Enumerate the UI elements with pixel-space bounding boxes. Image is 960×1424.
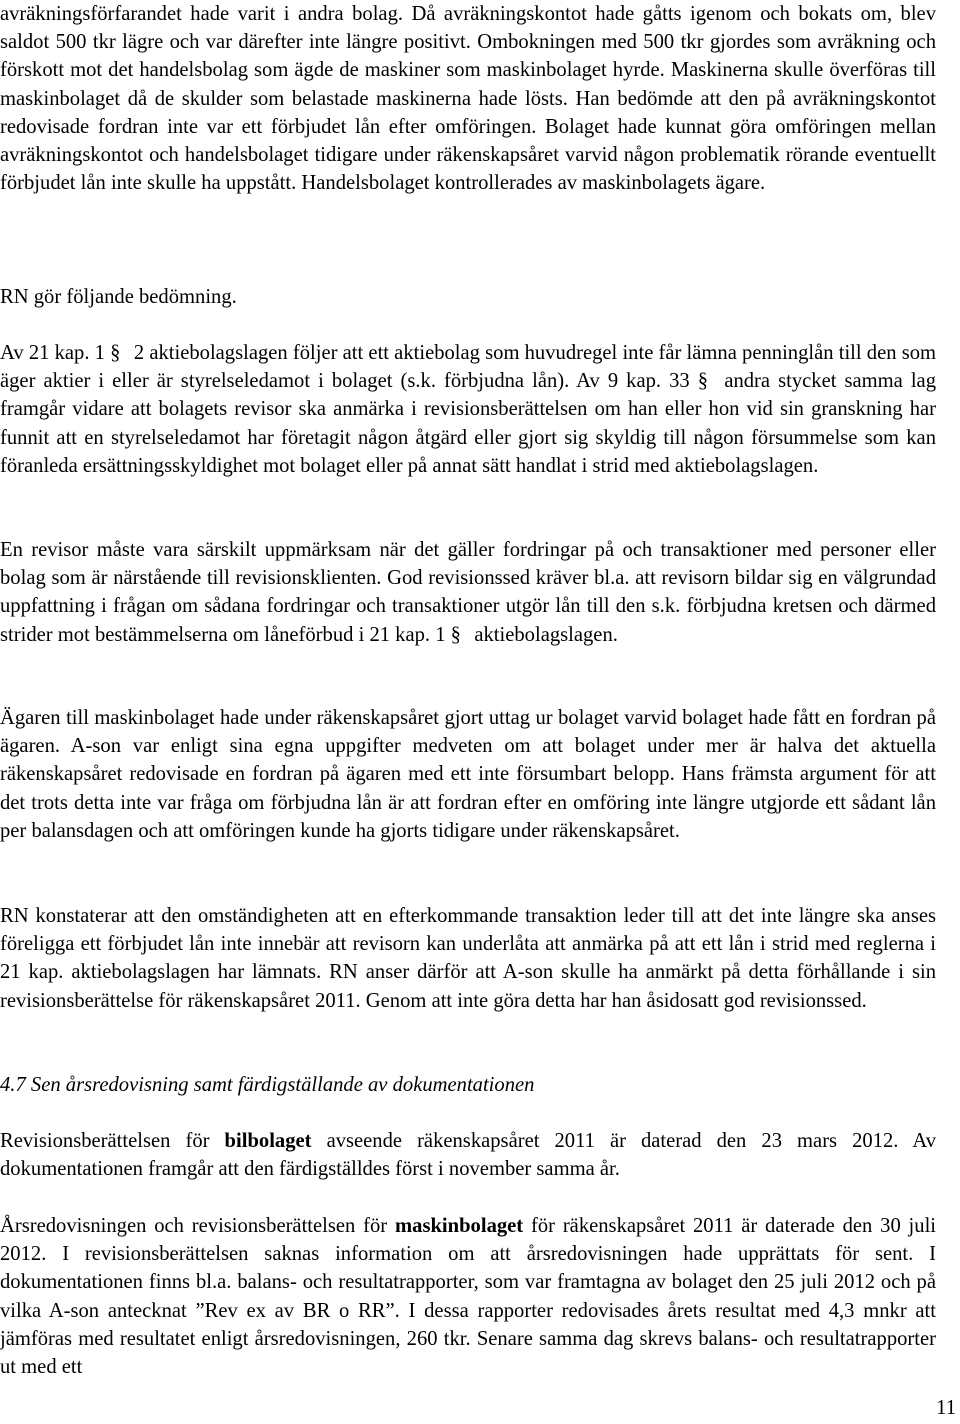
section-heading-text: 4.7 Sen årsredovisning samt färdigställande av dokumentationen (0, 1074, 535, 1096)
paragraph-bilbolaget (0, 1127, 936, 1183)
bilbolaget-text-a: Revisionsberättelsen för (0, 1130, 210, 1152)
law-text-part-a: Av 21 kap. 1 (0, 342, 105, 364)
section-symbol: § (450, 623, 461, 646)
bilbolaget-text-b: avseende räkenskapsåret 2011 är daterad den 23 mars 2012. Av dokumentationen framgår att den färdigställdes först i november samma år. (0, 1130, 936, 1181)
section-symbol: § (110, 342, 121, 364)
bilbolaget-bold: bilbolaget (224, 1130, 312, 1152)
paragraph-agaren (0, 704, 936, 845)
paragraph-aktiebolagslagen (0, 339, 936, 480)
page-number: 11 (936, 1397, 956, 1419)
paragraph-maskinbolaget (0, 1212, 936, 1381)
revisor-text-part-a: En revisor måste vara särskilt uppmärksam när det gäller fordringar på och transaktioner med personer eller bolag som är närstående till revisionsklienten. God revisionssed kräver bl.a. att revisorn bildar sig en välgrundad uppfattning i frågan om sådana fordringar och transaktioner utgör lån till den s.k. förbjudna kretsen och därmed strider mot bestämmelserna om låneförbud i 21 kap. 1 (0, 539, 936, 646)
revisor-text-part-b: aktiebolagslagen. (474, 623, 618, 646)
section-symbol: § (697, 370, 709, 393)
paragraph-rn-bedomning-text: RN gör följande bedömning. (0, 286, 237, 308)
paragraph-revisor (0, 536, 936, 649)
paragraph-avrakning (0, 0, 936, 197)
section-heading-4-7 (0, 1071, 936, 1099)
paragraph-agaren-text: Ägaren till maskinbolaget hade under räkenskapsåret gjort uttag ur bolaget varvid bolaget hade fått en fordran på ägaren. A-son var enligt sina egna uppgifter medveten om att bolaget under mer är halva det aktuella räkenskapsåret redovisade en fordran på ägaren med ett inte försumbart belopp. Hans främsta argument för att det trots detta inte var fråga om förbjudna lån är att fordran efter en omföring inte längre utgjorde ett sådant lån per balansdagen och att omföringen kunde ha gjorts tidigare under räkenskapsåret. (0, 707, 936, 842)
paragraph-rn-konstaterar (0, 902, 936, 1015)
paragraph-rn-konstaterar-text: RN konstaterar att den omständigheten att en efterkommande transaktion leder till att det inte längre ska anses föreligga ett förbjudet lån inte innebär att revisorn kan underlåta att anmärka på att ett lån i strid med reglerna i 21 kap. aktiebolagslagen har lämnats. RN anser därför att A-son skulle ha anmärkt på detta förhållande i sin revisionsberättelse för räkenskapsåret 2011. Genom att inte göra detta har han åsidosatt god revisionssed. (0, 905, 936, 1012)
law-text-part-b: 2 aktiebolagslagen följer att ett aktiebolag som huvudregel inte får lämna penninglån till den som äger aktier i eller är styrelseledamot i bolaget (s.k. förbjudna lån). Av 9 kap. 33 (0, 342, 937, 393)
maskinbolaget-bold: maskinbolaget (395, 1215, 524, 1237)
maskinbolaget-text-a: Årsredovisningen och revisionsberättelsen för (0, 1215, 388, 1237)
paragraph-rn-bedomning (0, 283, 936, 311)
law-text-part-c: andra stycket samma lag framgår vidare att bolagets revisor ska anmärka i revisionsberättelsen om han eller hon vid sin granskning har funnit att en styrelseledamot har företagit någon åtgärd eller gjort sig skyldig till någon försummelse som kan föranleda ersättningsskyldighet mot bolaget eller på annat sätt handlat i strid med aktiebolagslagen. (0, 370, 936, 477)
paragraph-avrakning-text: avräkningsförfarandet hade varit i andra bolag. Då avräkningskontot hade gåtts igenom och bokats om, blev saldot 500 tkr lägre och var därefter inte längre positivt. Ombokningen med 500 tkr gjordes som avräkning och förskott mot det handelsbolag som ägde de maskiner som maskinbolaget hyrde. Maskinerna skulle överföras till maskinbolaget då de skulder som belastade maskinerna hade lösts. Han bedömde att den på avräkningskontot redovisade fordran inte var ett förbjudet lån efter omföringen. Bolaget hade kunnat göra omföringen mellan avräkningskontot och handelsbolaget tidigare under räkenskapsåret varvid någon problematik rörande eventuellt förbjudet lån inte skulle ha uppstått. Handelsbolaget kontrollerades av maskinbolagets ägare. (0, 3, 936, 195)
maskinbolaget-text-b: för räkenskapsåret 2011 är daterade den 30 juli 2012. I revisionsberättelsen saknas information om att årsredovisningen hade upprättats för sent. I dokumentationen finns bl.a. balans- och resultatrapporter, som var framtagna av bolaget den 25 juli 2012 och på vilka A-son antecknat ”Rev ex av BR o RR”. I dessa rapporter redovisades årets resultat med 4,3 mnkr att jämföras med resultatet enligt årsredovisningen, 260 tkr. Senare samma dag skrevs balans- och resultatrapporter ut med ett (0, 1215, 937, 1379)
